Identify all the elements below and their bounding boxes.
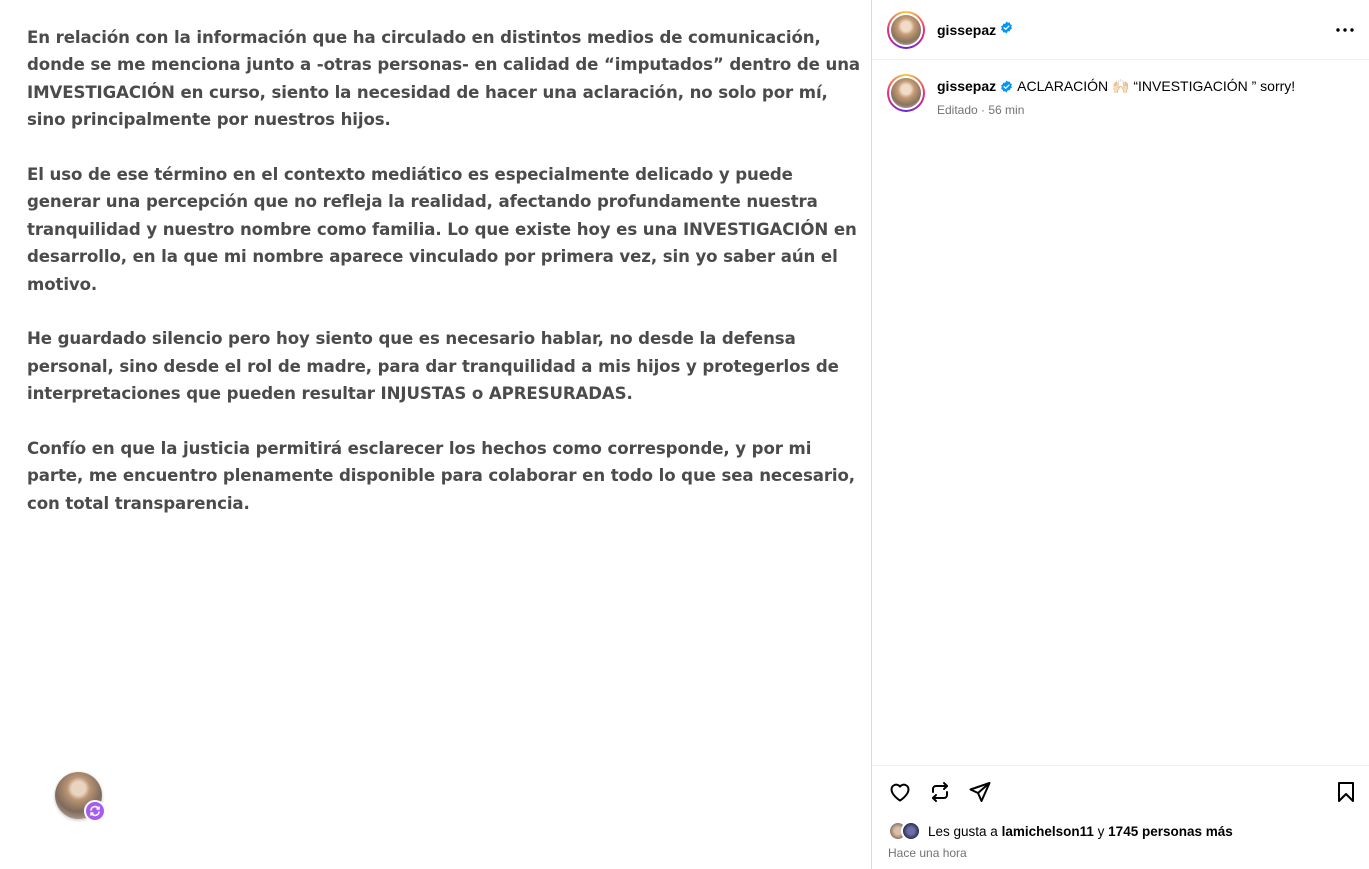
actions-area [872, 765, 1369, 869]
liker-username[interactable]: lamichelson11 [1001, 823, 1094, 839]
share-icon[interactable] [968, 780, 992, 804]
repost-icon[interactable] [928, 780, 952, 804]
header-avatar[interactable] [887, 11, 925, 49]
likes-prefix: Les gusta a [928, 823, 998, 839]
more-options-icon[interactable] [1335, 20, 1355, 40]
post-sidebar [871, 0, 1369, 869]
statement-paragraph-4: Confío en que la justicia permitirá esclarecer los hechos como corresponde, y por mi parte, me encuentro plenamente disponible para colaborar en todo lo que sea necesario, con total transparencia. [27, 439, 856, 513]
statement-text [27, 24, 867, 545]
statement-paragraph-2: El uso de ese término en el contexto mediático es especialmente delicado y puede generar una percepción que no refleja la realidad, afectando profundamente nuestra tranquilidad y nuestro nombre como familia. Lo que existe hoy es una INVESTIGACIÓN en desarrollo, en la que mi nombre aparece vinculado por primera vez, sin yo saber aún el motivo. [27, 165, 857, 294]
caption-text: ACLARACIÓN 🙌🏻 “INVESTIGACIÓN ” sorry! [1017, 78, 1296, 94]
post-header [872, 0, 1369, 60]
statement-paragraph-3: He guardado silencio pero hoy siento que es necesario hablar, no desde la defensa personal, sino desde el rol de madre, para dar tranquilidad a mis hijos y protegerlos de interpretaciones que pueden resultar INJUSTAS o APRESURADAS. [27, 329, 839, 404]
verified-badge-icon [1000, 21, 1013, 39]
likes-others[interactable]: 1745 personas más [1108, 823, 1233, 839]
caption-meta: Editado · 56 min [937, 103, 1025, 117]
repost-badge-icon [84, 800, 106, 822]
statement-paragraph-1: En relación con la información que ha circulado en distintos medios de comunicación, donde se me menciona junto a -otras personas- en calidad de “imputados” dentro de una IMVESTIGACIÓN en curso, siento la necesidad de hacer una aclaración, no solo por mí, sino principalmente por nuestros hijos. [27, 28, 861, 130]
caption-avatar[interactable] [887, 74, 925, 112]
caption-username[interactable]: gissepaz [937, 78, 997, 94]
post-timestamp[interactable]: Hace una hora [888, 846, 967, 860]
heart-icon[interactable] [888, 780, 912, 804]
bookmark-icon[interactable] [1334, 780, 1358, 804]
liker-avatars[interactable] [888, 821, 926, 841]
header-username[interactable]: gissepaz [937, 21, 997, 38]
caption [872, 60, 1369, 117]
likes-summary [888, 821, 1233, 841]
verified-badge-icon [1000, 79, 1013, 97]
likes-connector: y [1097, 823, 1105, 839]
